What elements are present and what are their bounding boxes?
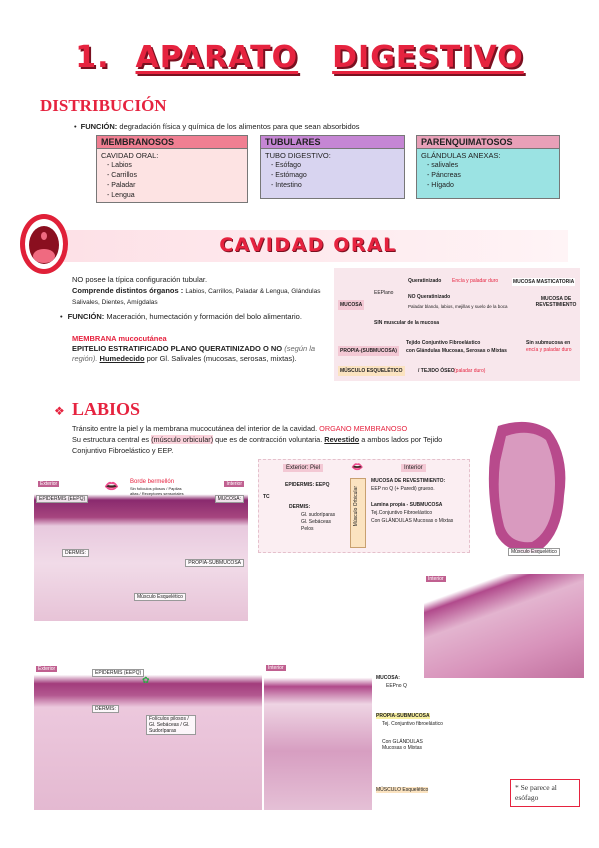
labio-diagram: Exterior: Piel 👄 Interior EPIDERMIS: EEPQ TC DERMIS: Gl. sudoríparas Gl. Sebáceas Pelos Músculo Orbicular MUCOSA DE REVESTIMIENTO: EEP no Q (+ Paredi) grueso. Lamina propia - SUBMUCOSA Tej.Conjuntivo Fibroelástico Con GLÁNDULAS Mucosas o Mixtas xyxy=(258,459,470,553)
section-heading-distribucion: DISTRIBUCIÓN xyxy=(40,96,167,115)
note-box: * Se parece al esófago xyxy=(510,779,580,807)
labios-text: Tránsito entre la piel y la membrana mucocutánea del interior de la cavidad. ORGANO MEMBRANOSO Su estructura central es (músculo orbicular) que es de contracción voluntaria. Revestido a ambos lados por Tejido Conjuntivo Fibroelástico y EEP. xyxy=(72,424,443,455)
diamond-bullet-icon: ❖ xyxy=(54,404,65,418)
page-title: 1. APARATO DIGESTIVO xyxy=(75,40,524,75)
funcion-line: • FUNCIÓN: degradación física y química de los alimentos para que sean absorbidos xyxy=(74,122,360,131)
box-membranosos: MEMBRANOSOS CAVIDAD ORAL: - Labios - Carrillos - Paladar - Lengua xyxy=(96,135,248,203)
list-membranosos: - Labios - Carrillos - Paladar - Lengua xyxy=(97,161,247,201)
lips-icon-small: 👄 xyxy=(351,462,364,473)
histology-photo-interior: Interior xyxy=(424,574,584,678)
histology-photo-lip-exterior: Exterior EPIDERMIS (EEPQ) ✿ DERMIS: Folículos pilosos / Gl. Sebáceas / Gl. Sudoríparas xyxy=(34,663,262,810)
histology-photo-lip-interior: Interior xyxy=(264,663,372,810)
histology-photo-lip-section: Músculo Esquelético xyxy=(478,416,576,562)
cavidad-title: CAVIDAD ORAL xyxy=(219,234,397,256)
box-parenquimatosos: PARENQUIMATOSOS GLÁNDULAS ANEXAS: - salivales - Páncreas - Hígado xyxy=(416,135,560,199)
histology-photo-lip-1: Exterior Interior Borde bermellón Sin folículos pilosos / Papilas altas / Receptores sensoriales 👄 EPIDERMIS (EEPQ) MUCOSA: DERMIS: PROPIA-SUBMUCOSA Músculo Esquelético xyxy=(34,477,248,621)
interior-labels: MUCOSA: EEPno Q PROPIA-SUBMUCOSA Tej. Conjuntivo fibroelástico Con GLÁNDULAS Mucosas o Mixtas MÚSCULO Esquelético xyxy=(376,675,443,793)
cavidad-text: NO posee la típica configuración tubular. Comprende distintos órganos : Labios, Carrillos, Paladar & Lengua, Glándulas Salivales, Dientes, Amígdalas • FUNCIÓN: Maceración, humectación y formación del bolo alimentario. MEMBRANA mucocutánea EPITELIO ESTRATIFICADO PLANO QUERATINIZADO O NO (según la región). Humedecido por Gl. Salivales (mucosas, serosas, mixtas). xyxy=(60,275,321,363)
title-word-2: DIGESTIVO xyxy=(332,40,524,75)
list-parenquimatosos: - salivales - Páncreas - Hígado xyxy=(417,161,559,191)
list-tubulares: - Esófago - Estómago - Intestino xyxy=(261,161,404,191)
gland-icon: ✿ xyxy=(142,675,150,685)
section-heading-labios: LABIOS xyxy=(72,399,141,419)
mucosa-diagram: MUCOSA EEPlano Queratinizado Encía y paladar duro MUCOSA MASTICATORIA NO Queratinizado Paladar blando, labios, mejillas y suelo de la boca MUCOSA DE REVESTIMIENTO SIN muscular de la mucosa PROPIA-(SUBMUCOSA) Tejido Conjuntivo Fibroelástico con Glándulas Mucosas, Serosas o Mixtas Sin submucosa en encía y paladar duro MÚSCULO ESQUELÉTICO / TEJIDO ÓSEO (paladar duro) xyxy=(334,268,580,381)
title-word-1: APARATO xyxy=(135,40,299,75)
lips-icon: 👄 xyxy=(104,479,119,493)
box-tubulares: TUBULARES TUBO DIGESTIVO: - Esófago - Estómago - Intestino xyxy=(260,135,405,199)
